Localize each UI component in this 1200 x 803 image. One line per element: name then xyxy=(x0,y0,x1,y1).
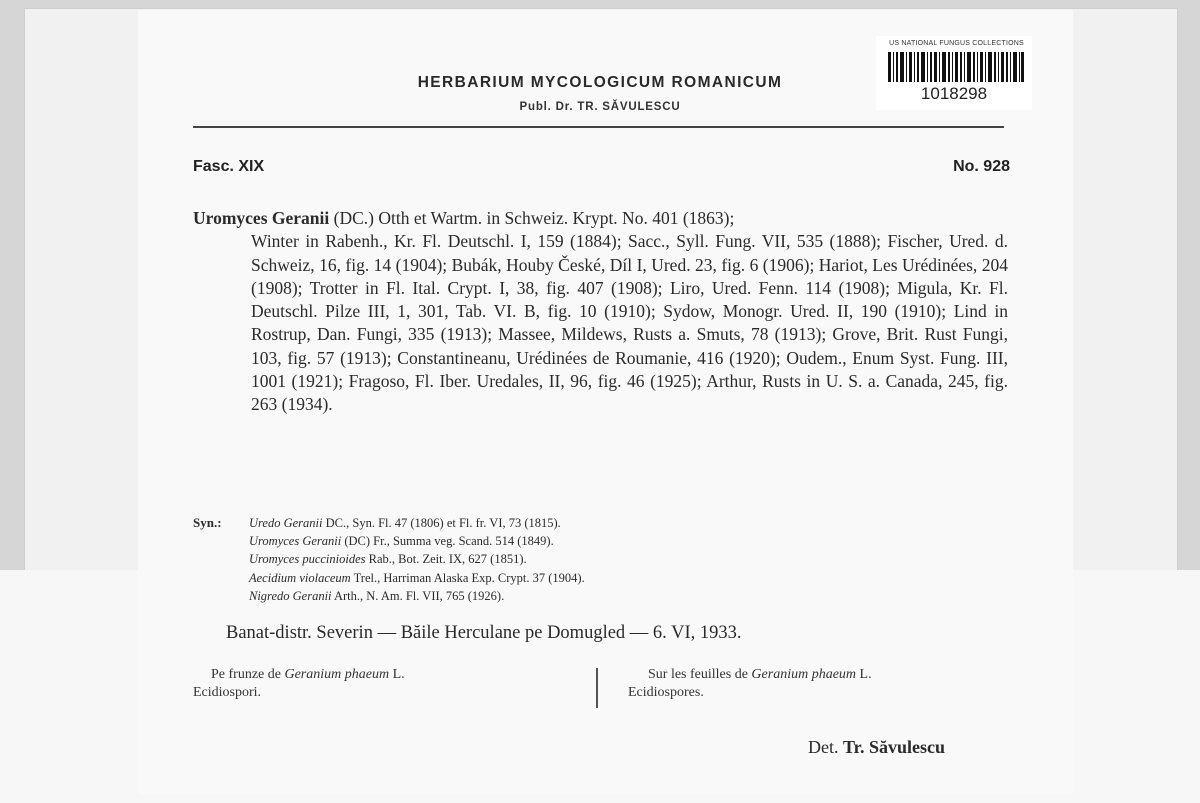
fascicle-number: Fasc. XIX xyxy=(193,158,265,175)
header-rule xyxy=(193,126,1004,128)
synonym-name: Aecidium violaceum xyxy=(249,570,351,585)
host-romanian xyxy=(193,666,573,702)
host-divider xyxy=(596,668,598,708)
species-authority: (DC.) Otth et Wartm. in Schweiz. Krypt. No. 401 (1863); xyxy=(333,208,735,228)
synonym-citation: Trel., Harriman Alaska Exp. Crypt. 37 (1904). xyxy=(353,570,585,585)
synonym-name: Nigredo Geranii xyxy=(249,588,332,603)
host-fr-suffix: L. xyxy=(859,667,872,682)
host-fr-prefix: Sur les feuilles de xyxy=(648,667,748,682)
host-fr-stage: Ecidiospores. xyxy=(628,685,704,700)
species-references: Winter in Rabenh., Kr. Fl. Deutschl. I, 159 (1884); Sacc., Syll. Fung. VII, 535 (1888); Fischer, Ured. d. Schweiz, 16, fig. 14 (1904); Bubák, Houby České, Díl I, Ured. 23, fig. 6 (1906); Hariot, Les Urédinées, 204 (1908); Trotter in Fl. Ital. Crypt. I, 38, fig. 407 (1908); Liro, Ured. Fenn. 114 (1908); Migula, Kr. Fl. Deutschl. Pilze III, 1, 301, Tab. VI. B, fig. 10 (1910); Sydow, Monogr. Ured. II, 190 (1910); Lind in Rostrup, Dan. Fungi, 335 (1913); Massee, Mildews, Rusts a. Smuts, 78 (1913); Grove, Brit. Rust Fungi, 103, fig. 57 (1913); Constantineanu, Urédinées de Roumanie, 416 (1920); Oudem., Enum Syst. Fung. III, 1001 (1921); Fragoso, Fl. Iber. Uredales, II, 96, fig. 46 (1925); Arthur, Rusts in U. S. a. Canada, 245, fig. 263 (1934). xyxy=(251,231,1008,415)
synonyms-label: Syn.: xyxy=(193,515,222,530)
host-ro-stage: Ecidiospori. xyxy=(193,685,262,700)
barcode-icon xyxy=(888,52,1024,82)
host-ro-plant: Geranium phaeum xyxy=(284,667,390,682)
host-fr-plant: Geranium phaeum xyxy=(751,667,857,682)
host-ro-suffix: L. xyxy=(392,667,405,682)
species-citation xyxy=(193,207,1008,417)
host-ro-prefix: Pe frunze de xyxy=(211,667,281,682)
synonym-name: Uromyces puccinioides xyxy=(249,552,366,567)
synonym-item xyxy=(249,532,929,550)
determiner-prefix: Det. xyxy=(808,737,839,757)
synonym-citation: (DC) Fr., Summa veg. Scand. 514 (1849). xyxy=(344,534,554,549)
synonym-citation: DC., Syn. Fl. 47 (1806) et Fl. fr. VI, 73 (1815). xyxy=(325,516,561,530)
synonym-item xyxy=(249,514,929,532)
species-name: Uromyces Geranii xyxy=(193,208,330,228)
synonym-item xyxy=(249,550,929,568)
determiner xyxy=(808,737,1018,758)
barcode-caption: US NATIONAL FUNGUS COLLECTIONS xyxy=(889,40,1024,47)
synonym-name: Uromyces Geranii xyxy=(249,534,342,549)
synonyms-list xyxy=(249,514,929,605)
synonym-citation: Rab., Bot. Zeit. IX, 627 (1851). xyxy=(368,552,527,567)
herbarium-title: HERBARIUM MYCOLOGICUM ROMANICUM xyxy=(417,74,783,91)
host-french xyxy=(628,666,1028,702)
specimen-number: No. 928 xyxy=(953,158,1010,175)
synonym-item xyxy=(249,569,929,587)
herbarium-subtitle: Publ. Dr. TR. SĂVULESCU xyxy=(519,101,681,113)
determiner-name: Tr. Săvulescu xyxy=(843,737,946,757)
barcode-number: 1018298 xyxy=(920,84,988,103)
synonym-citation: Arth., N. Am. Fl. VII, 765 (1926). xyxy=(333,588,505,603)
species-first-line xyxy=(193,207,1008,230)
collection-locality: Banat-distr. Severin — Băile Herculane pe Domugled — 6. VI, 1933. xyxy=(226,623,742,643)
synonym-item xyxy=(249,587,929,605)
synonym-name: Uredo Geranii xyxy=(249,516,323,530)
